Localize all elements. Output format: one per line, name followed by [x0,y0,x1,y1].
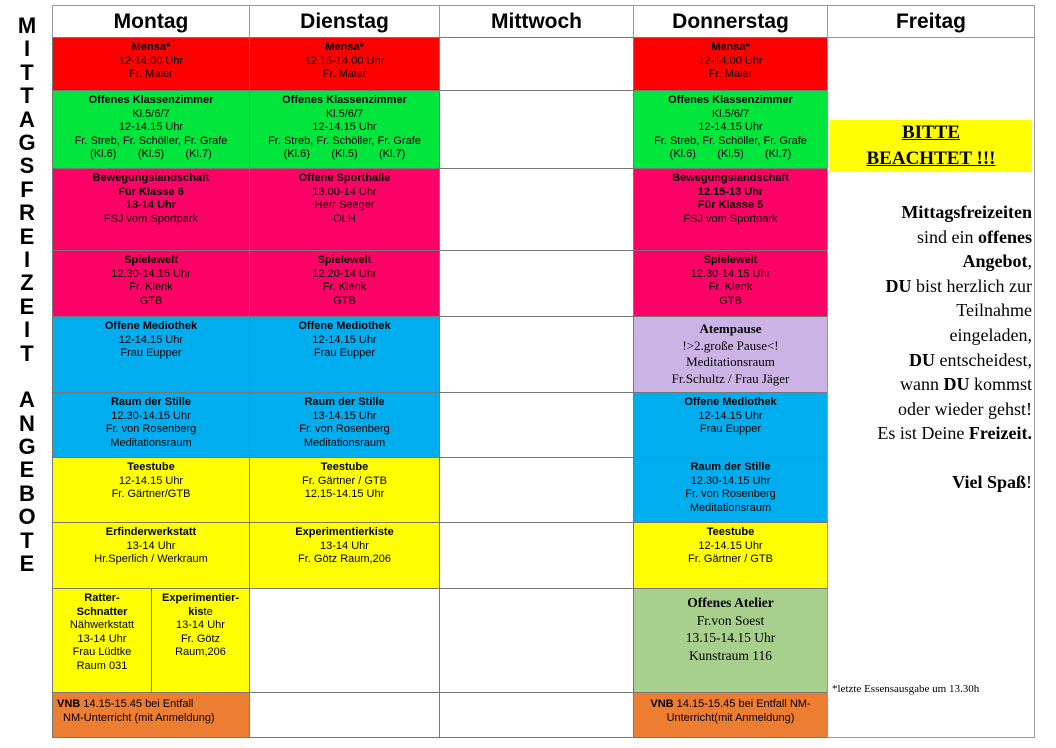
dienstag-empty-cell [249,588,440,693]
cell-line: Frau Eupper [699,423,762,436]
info-line [832,298,1032,323]
cell-line-rest: 14.15-15.45 bei Entfall [80,698,194,710]
cell-line: Fr. Maier [322,68,367,81]
cell-title: Spielewelt [317,254,372,266]
cell-title: Offene Sporthalle [298,172,391,184]
side-letter: I [23,36,31,62]
cell-line: 13.15-14.15 Uhr [685,630,776,645]
info-fragment: , [1027,251,1032,272]
info-fragment: Freizeit. [968,423,1032,444]
cell-title: Atempause [699,321,762,336]
side-letter: I [23,247,31,273]
side-letter: A [19,387,35,413]
info-fragment: eingeladen, [949,324,1032,345]
montag-spielewelt [52,250,250,317]
cell-line: Hr.Sperlich / Werkraum [94,553,208,566]
donnerstag-atempause [633,316,828,393]
cell-line: 13.00-14 Uhr [312,185,377,198]
cell-title: Schnatter [76,605,128,618]
cell-line: Fr. Klenk [708,281,753,294]
info-line [832,274,1032,299]
cell-line: OLH [333,212,356,225]
cell-line: Fr. Gärtner / GTB [688,553,773,566]
cell-line: !>2.große Pause<! [682,337,779,353]
cell-line: GTB [333,294,356,307]
cell-line: 13-14 Uhr [320,539,369,552]
cell-title: Raum der Stille [110,396,192,408]
info-line [832,348,1032,373]
cell-line: 12-14.15 Uhr [118,121,184,134]
montag-erfinderwerkstatt [52,522,250,589]
notice-box [830,120,1032,172]
donnerstag-raum-der-stille [633,457,828,523]
side-letter: A [19,106,35,132]
cell-line: Raum 031 [76,659,128,672]
info-line [832,470,1032,495]
dienstag-raum-der-stille [249,392,440,458]
cell-title: Bewegungslandschaft [672,172,789,184]
dienstag-mensa [249,37,440,91]
cell-line: 12-14.15 Uhr [698,539,763,552]
cell-line-rest: 14.15-15.45 bei Entfall NM- [673,698,811,710]
info-line [832,225,1032,250]
cell-line: Frau Eupper [120,347,182,360]
side-letter: F [20,176,34,202]
info-fragment: kommst [969,374,1032,395]
side-letter: B [19,480,35,506]
cell-title: Spielewelt [703,254,758,266]
mittwoch-empty-cell [439,522,634,589]
side-letter: N [19,410,35,436]
montag-experimentierkiste [151,588,250,693]
info-fragment: DU [885,275,912,296]
cell-line: 12-14.15 Uhr [312,121,377,134]
cell-title: Erfinderwerkstatt [105,526,197,538]
cell-line [57,698,249,712]
info-text [832,200,1032,495]
cell-line: Für Klasse 5 [697,199,764,212]
cell-title: VNB [57,698,81,710]
info-line [832,397,1032,422]
dienstag-spielewelt [249,250,440,317]
cell-title: Offenes Atelier [687,595,774,610]
cell-title-2 [152,606,249,620]
dienstag-mediothek [249,316,440,393]
montag-klassenzimmer [52,90,250,169]
cell-line: GTB [139,294,163,307]
side-letter: M [17,13,37,38]
mittwoch-empty-cell [439,250,634,317]
cell-line: 13-14 Uhr [125,199,177,212]
cell-line: Fr.Schultz / Frau Jäger [671,370,790,386]
cell-line: Meditationsraum [686,354,775,369]
side-letter: G [18,433,36,459]
cell-line: Fr. von Rosenberg [685,488,776,501]
cell-title: Mensa* [711,41,750,53]
info-line [832,421,1032,446]
cell-title: VNB [650,698,674,710]
cell-title: Experimentierkiste [295,526,394,538]
cell-title: Offenes Klassenzimmer [668,94,793,106]
mittwoch-empty-cell [439,392,634,458]
cell-line: 12-14.15 Uhr [312,333,377,346]
cell-title: Experimentier- [161,592,240,604]
cell-line: Fr. Streb, Fr. Schöller, Fr. Grafe [654,134,807,147]
cell-line: 12.30-14.15 Uhr [690,474,771,487]
info-line [832,249,1032,274]
side-letter: E [19,457,35,483]
montag-raum-der-stille [52,392,250,458]
cell-line: 13-14 Uhr [126,539,176,552]
montag-vnb [52,692,250,738]
side-letter: E [19,550,35,576]
header-freitag: Freitag [827,5,1035,38]
cell-line: Fr. Streb, Fr. Schöller, Fr. Grafe [74,134,228,147]
montag-mediothek [52,316,250,393]
cell-line: Meditationsraum [303,436,386,449]
cell-line: Fr. Gärtner/GTB [111,488,191,501]
cell-line: FSJ vom Sportpark [103,212,199,225]
cell-title-bold: kis [188,605,204,618]
side-letter: O [18,504,36,530]
info-fragment: wann [899,374,944,395]
cell-line: Fr. Götz Raum,206 [298,553,391,566]
cell-line: Fr. von Rosenberg [105,423,197,436]
montag-teestube [52,457,250,523]
cell-line: NM-Unterricht (mit Anmeldung) [63,711,215,724]
header-montag: Montag [52,5,250,38]
notice-line: BEACHTET !!! [866,148,996,169]
cell-title: Mensa* [325,41,364,53]
mittwoch-empty-cell [439,457,634,523]
montag-bewegungslandschaft [52,168,250,251]
side-gap [12,365,42,388]
cell-line: (Kl.6) (Kl.5) (Kl.7) [90,148,212,161]
info-fragment: DU [909,349,936,370]
donnerstag-bewegungslandschaft [633,168,828,251]
donnerstag-vnb [633,692,828,738]
cell-line: 13-14 Uhr [77,632,127,645]
donnerstag-mensa [633,37,828,91]
cell-line: Kl.5/6/7 [325,107,364,120]
montag-mensa [52,37,250,91]
info-line [832,200,1032,225]
cell-title: Teestube [127,461,175,473]
donnerstag-spielewelt [633,250,828,317]
mittwoch-empty-cell [439,316,634,393]
cell-title: Offene Mediothek [684,396,777,408]
cell-line: Fr. von Rosenberg [299,423,390,436]
info-line [832,446,1032,470]
cell-line: Fr. Maier [708,68,753,81]
cell-title: Raum der Stille [304,396,385,408]
cell-line: 12.30-14.15 Uhr [111,267,191,280]
cell-line: 12-14.15 Uhr [698,409,763,422]
cell-line: Fr. Götz [180,632,221,645]
side-letter: T [20,83,34,109]
cell-title: Bewegungslandschaft [92,172,210,184]
info-fragment: ! [1026,471,1032,492]
side-letter: E [19,223,35,249]
mittwoch-empty-cell [439,692,634,738]
info-fragment: DU [943,374,970,395]
cell-title-rest: te [203,605,213,618]
mittwoch-empty-cell [439,90,634,169]
side-letter: S [19,153,35,179]
cell-title: Mensa* [131,41,171,53]
donnerstag-mediothek [633,392,828,458]
info-fragment: Mittagsfreizeiten [901,202,1032,222]
cell-line: Meditationsraum [689,501,772,514]
donnerstag-atelier [633,588,828,693]
cell-line: 12-14.15 Uhr [698,121,763,134]
donnerstag-teestube [633,522,828,589]
cell-line: Frau Eupper [313,347,376,360]
info-fragment: oder wieder gehst! [898,398,1032,419]
cell-line: (Kl.6) (Kl.5) (Kl.7) [283,148,406,161]
cell-title: Ratter- [84,592,120,604]
dienstag-experimentierkiste [249,522,440,589]
header-dienstag: Dienstag [249,5,440,38]
cell-line: 12.20-14 Uhr [312,267,377,280]
cell-line: Frau Lüdtke [72,646,132,659]
side-letter: R [19,200,35,226]
side-letter: T [20,340,34,366]
cell-line: 12-14.00 Uhr [698,54,763,67]
footnote: *letzte Essensausgabe um 13.30h [832,683,980,695]
cell-line: 12.30-14.15 Uhr [690,267,771,280]
cell-title: Offenes Klassenzimmer [88,94,214,106]
cell-line: 12.15-14.15 Uhr [304,488,385,501]
cell-line: Fr. Klenk [322,281,367,294]
cell-line: Meditationsraum [110,436,192,449]
cell-line: 12-14.00 Uhr [118,54,184,67]
donnerstag-klassenzimmer [633,90,828,169]
cell-line [634,698,827,712]
cell-line: (Kl.6) (Kl.5) (Kl.7) [669,148,792,161]
info-fragment: offenes [978,226,1032,247]
info-fragment: Angebot [962,251,1028,272]
side-title [12,14,42,714]
header-mittwoch: Mittwoch [439,5,634,38]
info-fragment: Es ist Deine [877,423,969,444]
info-fragment: sind ein [917,226,979,247]
cell-title: Raum der Stille [690,461,771,473]
cell-line: Für Klasse 6 [118,185,184,198]
dienstag-empty-cell [249,692,440,738]
header-donnerstag: Donnerstag [633,5,828,38]
info-fragment: entscheidest, [935,349,1032,370]
montag-ratter-schnatter [52,588,152,693]
info-fragment: Viel Spaß [952,471,1026,492]
cell-line: Fr. Gärtner / GTB [302,474,387,487]
side-letter: E [19,293,35,319]
cell-line: Fr. Streb, Fr. Schöller, Fr. Grafe [268,134,421,147]
cell-line: 12.15-13 Uhr [697,185,764,198]
cell-line: 12.15-14.00 Uhr [304,54,385,67]
cell-line: 12-14.15 Uhr [118,474,184,487]
notice-line: BITTE [901,122,961,143]
cell-line: Fr.von Soest [696,612,765,628]
cell-line: GTB [719,294,742,307]
cell-title: Offene Mediothek [104,320,198,332]
cell-line: Kl.5/6/7 [711,107,750,120]
cell-line: Fr. Maier [129,68,173,81]
cell-title: Teestube [706,526,755,538]
dienstag-teestube [249,457,440,523]
info-line [832,323,1032,348]
cell-line: FSJ vom Sportpark [683,212,778,225]
cell-line: 13-14 Uhr [176,619,225,632]
cell-line: 12-14.15 Uhr [118,333,184,346]
cell-line: 12.30-14.15 Uhr [111,409,191,422]
cell-title: Spielewelt [124,254,178,266]
mittwoch-empty-cell [439,37,634,91]
dienstag-klassenzimmer [249,90,440,169]
side-letter: I [23,317,31,343]
cell-title: Offenes Klassenzimmer [282,94,407,106]
cell-line: Kunstraum 116 [688,647,773,663]
cell-line: Nähwerkstatt [69,619,135,632]
cell-title: Teestube [320,461,369,473]
cell-line: Herr Seeger [314,199,375,212]
cell-line: Kl.5/6/7 [132,107,170,120]
side-letter: Z [20,270,34,296]
info-fragment: Teilnahme [956,300,1032,321]
cell-line: Fr. Klenk [129,281,173,294]
side-letter: T [20,527,34,553]
cell-title: Offene Mediothek [298,320,391,332]
side-letter: T [20,59,34,85]
cell-line: Raum,206 [175,646,226,659]
cell-line: 13-14.15 Uhr [312,409,377,422]
cell-line: Unterricht(mit Anmeldung) [666,711,795,724]
mittwoch-empty-cell [439,168,634,251]
mittwoch-empty-cell [439,588,634,693]
dienstag-sporthalle [249,168,440,251]
side-letter: G [18,130,36,156]
info-fragment: bist herzlich zur [911,275,1032,296]
info-line [832,372,1032,397]
